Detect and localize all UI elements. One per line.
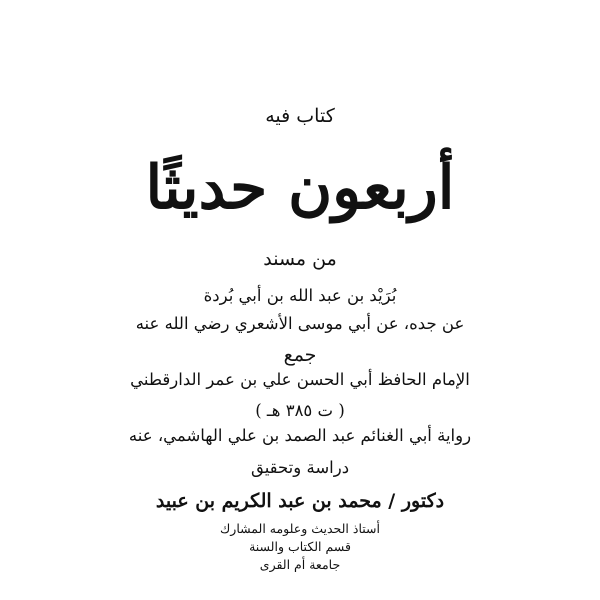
death-year: ( ت ٣٨٥ هـ ) <box>255 401 345 420</box>
department-name: قسم الكتاب والسنة <box>249 539 351 554</box>
study-label: دراسة وتحقيق <box>250 458 350 477</box>
book-intro: كتاب فيه <box>265 105 335 127</box>
narrator-line: رواية أبي الغنائم عبد الصمد بن علي الهاشمي، عنه <box>128 426 472 445</box>
university-name: جامعة أم القرى <box>259 557 341 572</box>
narration-chain: عن جده، عن أبي موسى الأشعري رضي الله عنه <box>135 314 465 333</box>
editor-title: أستاذ الحديث وعلومه المشارك <box>220 521 380 536</box>
book-title: أربعون حديثًا <box>145 153 455 223</box>
musnad-name: بُرَيْد بن عبد الله بن أبي بُردة <box>203 286 397 305</box>
compiled-by-label: جمع <box>283 344 317 366</box>
compiler-name: الإمام الحافظ أبي الحسن علي بن عمر الدارقطني <box>130 370 470 389</box>
from-musnad-label: من مسند <box>263 248 337 270</box>
editor-name: دكتور / محمد بن عبد الكريم بن عبيد <box>155 490 445 512</box>
